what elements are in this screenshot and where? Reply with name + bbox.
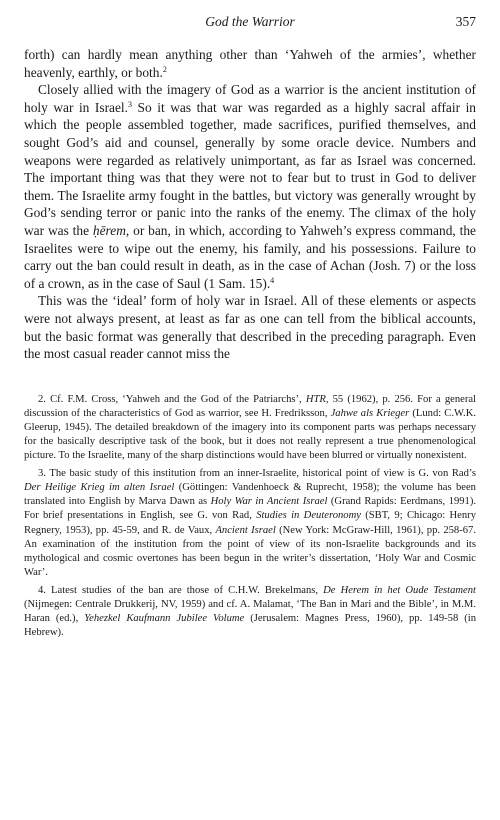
citation-title: Studies in Deuteronomy: [256, 510, 361, 522]
text-run: So it was that war was regarded as a highly sacral affair in which the people assembled together, made sacrifices, purified themselves, and sought God’s aid and counsel, generally by some oracle device. Numbers and weapons were regarded as relatively unimportant, as far as Israel was concerned. The important thing was that they were not to fear but to trust in God to deliver them. The Israelite army fought in the battles, but victory was generally wrought by God’s sending terror or panic into the ranks of the enemy. The climax of the holy war was the: [24, 99, 476, 238]
text-run: (Jerusalem: Magnes Press, 1960), pp. 149-58 (in Hebrew).: [24, 613, 477, 639]
footnote-ref-3: 3: [128, 99, 133, 109]
term-herem: ḥērem: [92, 222, 126, 238]
text-run: , 55 (1962), p. 256. For a general discussion of the characteristics of God as warrior, see H. Fredriksson,: [24, 393, 477, 419]
text-run: 2. Cf. F.M. Cross, ‘Yahweh and the God of the Patriarchs’,: [38, 393, 306, 405]
text-run: 4. Latest studies of the ban are those of C.H.W. Brekelmans,: [38, 584, 324, 596]
text-run: (Lund: C.W.K. Gleerup, 1945). The detailed breakdown of the imagery into its component parts was perhaps necessary for the basically descriptive task of the book, but it does not really represent a true phenomenological picture. To the Israelite, many of the sharp distinctions would have been blurred or virtually nonexistent.: [24, 407, 476, 462]
running-header: [24, 14, 476, 38]
citation-title: De Herem in het Oude Testament: [323, 584, 476, 596]
footnote-3: [24, 467, 476, 580]
footnote-ref-2: 2: [162, 64, 167, 74]
footnote-4: [24, 584, 476, 640]
text-run: Closely allied with the imagery of God as a warrior is the ancient institution of holy war in Israel.: [24, 82, 476, 115]
citation-title: Holy War in Ancient Israel: [210, 496, 328, 508]
text-run: (Grand Rapids: Eerdmans, 1991). For brief presentations in English, see G. von Rad,: [24, 496, 477, 522]
citation-title: HTR: [305, 393, 326, 405]
text-run: (New York: McGraw-Hill, 1961), pp. 258-67. An examination of the institution from the point of view of its non-Israelite backgrounds and its mythological and cosmic overtones has been begun in the writer’s dissertation, ‘Holy War and Cosmic War’.: [24, 524, 476, 578]
page-number: 357: [455, 14, 476, 29]
main-text: [24, 46, 476, 363]
text-run: forth) can hardly mean anything other than ‘Yahweh of the armies’, whether heavenly, earthly, or both.: [24, 47, 476, 80]
book-page: [24, 0, 476, 644]
footnote-ref-4: 4: [270, 275, 275, 285]
paragraph-1: [24, 46, 476, 81]
footnotes: [24, 393, 476, 641]
text-run: 3. The basic study of this institution from an inner-Israelite, historical point of view is G. von Rad’s: [38, 468, 476, 480]
citation-title: Ancient Israel: [215, 524, 276, 536]
citation-title: Yehezkel Kaufmann Jubilee Volume: [84, 613, 245, 625]
text-run: (SBT, 9; Chicago: Henry Regnery, 1953), pp. 45-59, and R. de Vaux,: [24, 510, 476, 536]
footnote-2: [24, 393, 476, 463]
text-run: (Göttingen: Vandenhoeck & Ruprecht, 1958); the volume has been translated into English by Marva Dawn as: [24, 482, 476, 508]
running-title: God the Warrior: [205, 14, 295, 29]
paragraph-3: This was the ‘ideal’ form of holy war in Israel. All of these elements or aspects were not always present, at least as far as one can tell from the biblical accounts, but the basic format was generally that described in the preceding paragraph. Even the most casual reader cannot miss the: [24, 293, 476, 362]
text-run: , or ban, in which, according to Yahweh’s express command, the Israelites were to wipe out the enemy, his family, and his possessions. Failure to carry out the ban could result in death, as in the case of Achan (Josh. 7) or the loss of a crown, as in the case of Saul (1 Sam. 15).: [24, 222, 476, 291]
text-run: (Nijmegen: Centrale Drukkerij, NV, 1959) and cf. A. Malamat, ‘The Ban in Mari and the Bible’, in M.M. Haran (ed.),: [24, 599, 476, 625]
paragraph-2: [24, 81, 476, 292]
citation-title: Jahwe als Krieger: [330, 407, 410, 419]
citation-title: Der Heilige Krieg im alten Israel: [24, 482, 175, 494]
